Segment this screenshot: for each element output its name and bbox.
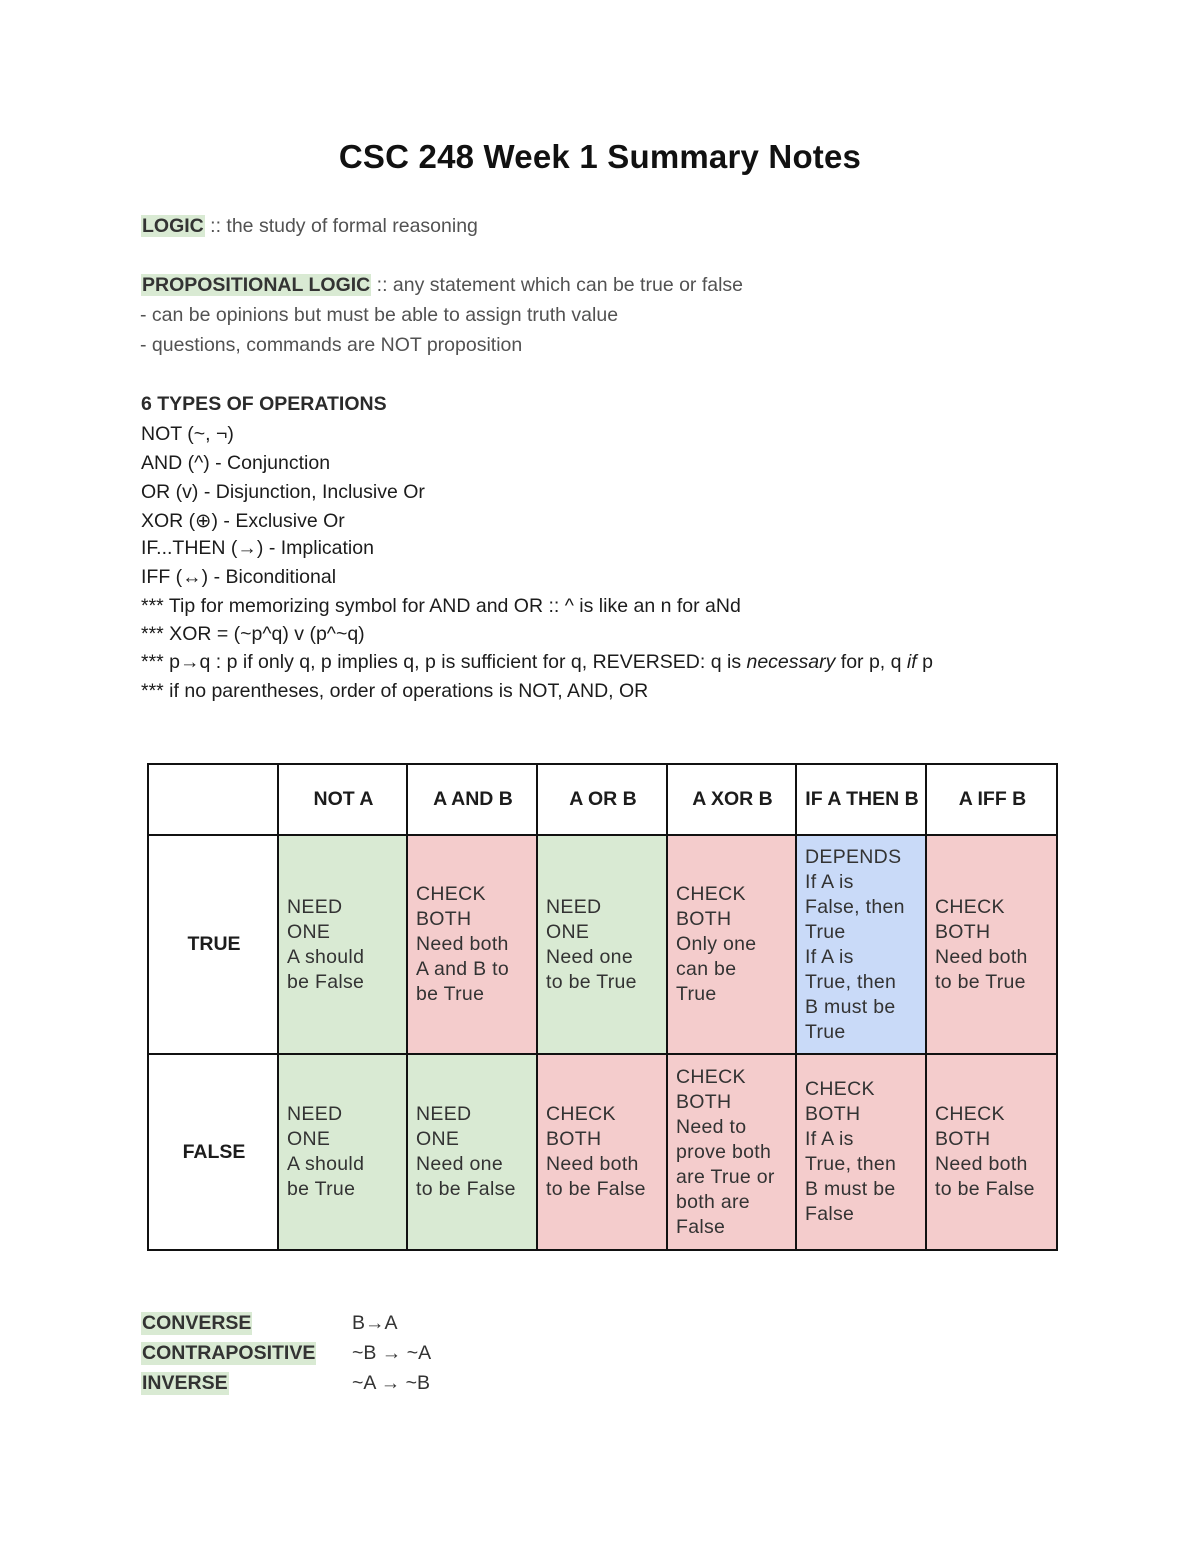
table-cell: CHECK BOTH If A is True, then B must be False xyxy=(796,1054,926,1250)
table-row xyxy=(148,1054,1057,1250)
table-cell: NEED ONE Need one to be False xyxy=(407,1054,537,1250)
table-header: A OR B xyxy=(537,764,667,835)
operation-item: IFF (↔) - Biconditional xyxy=(141,566,337,588)
table-header: NOT A xyxy=(278,764,407,835)
table-cell: CHECK BOTH Only one can be True xyxy=(667,835,796,1054)
operation-item: IF...THEN (→) - Implication xyxy=(141,537,374,559)
table-header: A XOR B xyxy=(667,764,796,835)
propositional-logic-term: PROPOSITIONAL LOGIC xyxy=(142,274,371,296)
converse-formula: B→A xyxy=(352,1312,398,1334)
table-cell: NEED ONE Need one to be True xyxy=(537,835,667,1054)
tip-line: *** XOR = (~p^q) v (p^~q) xyxy=(141,623,365,645)
operation-item: OR (v) - Disjunction, Inclusive Or xyxy=(141,481,425,503)
table-header: A AND B xyxy=(407,764,537,835)
table-cell: CHECK BOTH Need both A and B to be True xyxy=(407,835,537,1054)
implication-emphasis: if xyxy=(906,651,917,673)
table-cell: CHECK BOTH Need both to be True xyxy=(926,835,1057,1054)
truth-table xyxy=(147,763,1058,1251)
prop-note: - questions, commands are NOT proposition xyxy=(140,334,523,356)
table-cell: DEPENDS If A is False, then True If A is True, then B must be True xyxy=(796,835,926,1054)
table-cell: CHECK BOTH Need both to be False xyxy=(537,1054,667,1250)
table-header: A IFF B xyxy=(926,764,1057,835)
implication-tip-line xyxy=(141,651,933,674)
contrapositive-formula: ~B → ~A xyxy=(352,1342,432,1364)
row-label: TRUE xyxy=(148,835,278,1054)
table-cell: CHECK BOTH Need both to be False xyxy=(926,1054,1057,1250)
operation-item: AND (^) - Conjunction xyxy=(141,452,331,474)
table-cell: NEED ONE A should be False xyxy=(278,835,407,1054)
implication-text: *** p→q : p if only q, p implies q, p is sufficient for q, REVERSED: q is xyxy=(141,651,747,673)
inverse-label: INVERSE xyxy=(142,1372,228,1394)
prop-note: - can be opinions but must be able to assign truth value xyxy=(140,304,619,326)
implication-text: for p, q xyxy=(835,651,907,673)
table-cell: NEED ONE A should be True xyxy=(278,1054,407,1250)
page-title: CSC 248 Week 1 Summary Notes xyxy=(338,138,862,175)
contrapositive-label: CONTRAPOSITIVE xyxy=(142,1342,316,1364)
implication-emphasis: necessary xyxy=(746,651,836,673)
operation-item: NOT (~, ¬) xyxy=(141,423,234,445)
table-row xyxy=(148,835,1057,1054)
logic-definition xyxy=(141,215,478,238)
tip-line: *** if no parentheses, order of operations is NOT, AND, OR xyxy=(141,680,649,702)
row-label: FALSE xyxy=(148,1054,278,1250)
table-cell: CHECK BOTH Need to prove both are True or both are False xyxy=(667,1054,796,1250)
logic-term: LOGIC xyxy=(142,215,204,237)
logic-def-text: :: the study of formal reasoning xyxy=(204,215,478,237)
table-header-corner xyxy=(148,764,278,835)
tip-line: *** Tip for memorizing symbol for AND and OR :: ^ is like an n for aNd xyxy=(141,595,741,617)
inverse-formula: ~A → ~B xyxy=(352,1372,431,1394)
propositional-logic-def-text: :: any statement which can be true or false xyxy=(371,274,744,296)
table-header: IF A THEN B xyxy=(796,764,926,835)
operations-heading: 6 TYPES OF OPERATIONS xyxy=(141,393,387,415)
implication-text: p xyxy=(916,651,933,673)
propositional-logic-definition xyxy=(141,274,743,297)
table-header-row xyxy=(148,764,1057,835)
operation-item: XOR (⊕) - Exclusive Or xyxy=(141,510,345,532)
converse-label: CONVERSE xyxy=(142,1312,252,1334)
